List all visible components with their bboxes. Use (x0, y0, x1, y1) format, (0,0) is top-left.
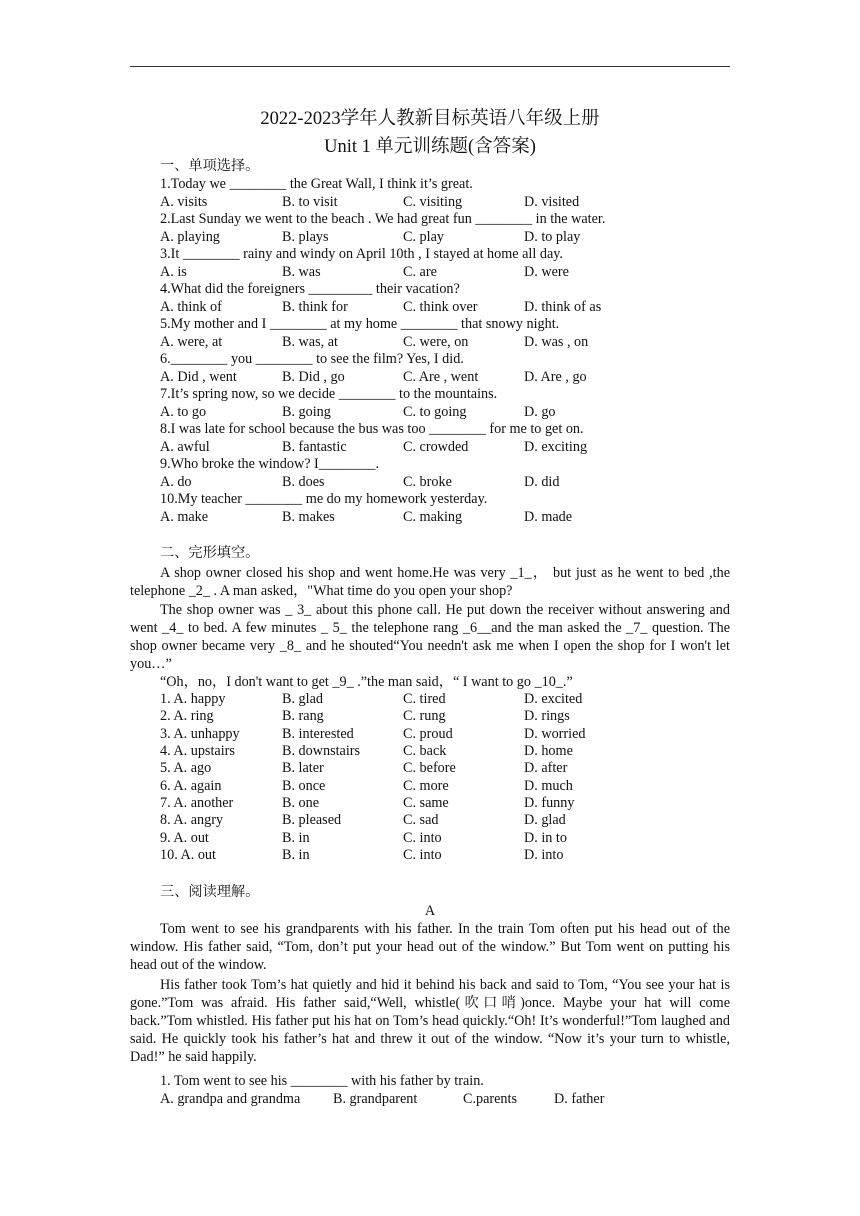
cloze-option: B. interested (282, 725, 354, 742)
question-stem: 5.My mother and I ________ at my home ________ that snowy night. (160, 316, 560, 332)
cloze-option: B. downstairs (282, 743, 361, 760)
question-option: D. to play (524, 228, 581, 245)
cloze-option: C. into (403, 847, 442, 864)
question-option: A. is (160, 263, 187, 280)
reading-question-option: B. grandparent (333, 1091, 418, 1107)
question-option: C. making (403, 508, 463, 525)
cloze-option: C. back (403, 743, 447, 760)
cloze-paragraph: “Oh，no，I don't want to get _9_ .”the man said，“ I want to go _10_.” (160, 674, 573, 690)
cloze-option: C. same (403, 795, 449, 812)
question-option: A. make (160, 508, 209, 525)
question-option: B. going (282, 403, 331, 420)
cloze-option: C. sad (403, 812, 439, 829)
cloze-option: 9. A. out (160, 829, 209, 846)
header-rule (130, 66, 730, 67)
question-option: B. does (282, 473, 325, 490)
cloze-option: D. in to (524, 829, 567, 846)
cloze-option: 2. A. ring (160, 708, 214, 725)
question-option: D. did (524, 473, 560, 490)
question-option: D. was , on (524, 333, 589, 350)
question-stem: 6.________ you ________ to see the film? Yes, I did. (160, 351, 464, 367)
cloze-option: D. glad (524, 812, 566, 829)
reading-question-stem: 1. Tom went to see his ________ with his father by train. (160, 1073, 484, 1089)
question-option: A. visits (160, 193, 208, 210)
cloze-option: D. much (524, 777, 573, 794)
question-stem: 1.Today we ________ the Great Wall, I think it’s great. (160, 176, 473, 192)
section-heading-cloze: 二、完形填空。 (160, 545, 260, 561)
question-option: D. Are , go (524, 368, 587, 385)
question-option: A. awful (160, 438, 210, 455)
question-option: B. fantastic (282, 438, 347, 455)
question-option: C. broke (403, 473, 452, 490)
cloze-option: C. more (403, 777, 449, 794)
cloze-option: 1. A. happy (160, 691, 226, 707)
cloze-option: 3. A. unhappy (160, 725, 240, 742)
question-option: A. playing (160, 228, 220, 245)
question-option: B. makes (282, 508, 335, 525)
section-heading-choice: 一、单项选择。 (160, 158, 260, 174)
cloze-option: 5. A. ago (160, 760, 212, 777)
question-option: D. visited (524, 193, 580, 210)
cloze-option: B. once (282, 777, 326, 794)
cloze-option: D. funny (524, 795, 575, 812)
cloze-option: D. excited (524, 691, 583, 707)
cloze-option: C. tired (403, 691, 446, 707)
cloze-option: D. after (524, 760, 568, 777)
question-option: C. are (403, 263, 437, 280)
cloze-option: 10. A. out (160, 847, 216, 864)
passage-label: A (424, 903, 436, 919)
cloze-option: C. rung (403, 708, 446, 725)
cloze-option: B. rang (282, 708, 324, 725)
question-option: A. were, at (160, 333, 223, 350)
cloze-option: 4. A. upstairs (160, 743, 235, 760)
question-option: B. to visit (282, 193, 338, 210)
question-option: C. play (403, 228, 444, 245)
cloze-option: 6. A. again (160, 777, 222, 794)
question-stem: 2.Last Sunday we went to the beach . We had great fun ________ in the water. (160, 211, 606, 227)
question-option: C. visiting (403, 193, 463, 210)
cloze-option: D. worried (524, 725, 586, 742)
question-stem: 4.What did the foreigners _________ their vacation? (160, 281, 460, 297)
question-option: B. was, at (282, 333, 338, 350)
document-title: 2022-2023学年人教新目标英语八年级上册 (260, 109, 600, 129)
question-option: D. exciting (524, 438, 588, 455)
cloze-option: D. into (524, 847, 564, 864)
cloze-option: B. one (282, 795, 320, 812)
question-option: D. go (524, 403, 556, 420)
question-option: B. was (282, 263, 321, 280)
question-option: C. to going (403, 403, 467, 420)
question-option: A. do (160, 473, 192, 490)
question-option: B. Did , go (282, 368, 345, 385)
question-option: C. think over (403, 298, 478, 315)
reading-question-option: C.parents (463, 1091, 517, 1107)
reading-paragraph: Tom went to see his grandparents with his father. In the train Tom often put his head out of the window. His father said, “Tom, don’t put your head out of the window.” But Tom went on putting his head out of the window. (130, 921, 730, 973)
question-option: C. Are , went (403, 368, 479, 385)
question-stem: 9.Who broke the window? I________. (160, 456, 380, 472)
cloze-option: D. home (524, 743, 573, 760)
cloze-option: 7. A. another (160, 795, 234, 812)
document-subtitle: Unit 1 单元训练题(含答案) (324, 137, 536, 157)
question-stem: 8.I was late for school because the bus was too ________ for me to get on. (160, 421, 584, 437)
cloze-option: C. proud (403, 725, 453, 742)
cloze-option: B. glad (282, 691, 323, 707)
question-option: A. think of (160, 298, 222, 315)
cloze-option: B. later (282, 760, 324, 777)
question-stem: 10.My teacher ________ me do my homework yesterday. (160, 491, 488, 507)
question-option: D. were (524, 263, 569, 280)
question-option: B. plays (282, 228, 329, 245)
question-option: A. Did , went (160, 368, 237, 385)
cloze-option: 8. A. angry (160, 812, 224, 829)
question-option: D. made (524, 508, 573, 525)
question-option: C. crowded (403, 438, 469, 455)
cloze-option: B. in (282, 847, 310, 864)
question-option: A. to go (160, 403, 207, 420)
cloze-option: C. into (403, 829, 442, 846)
cloze-option: B. in (282, 829, 310, 846)
cloze-paragraph: A shop owner closed his shop and went home.He was very _1_， but just as he went to bed ,the telephone _2_ . A man asked，"What time do you open your shop? (130, 565, 730, 599)
reading-paragraph: His father took Tom’s hat quietly and hid it behind his back and said to Tom, “You see your hat is gone.”Tom was afraid. His father said,“Well, whistle(吹口哨)once. Maybe your hat will come back.”Tom whistled. His father put his hat on Tom’s head quickly.“Oh! It’s wonderful!”Tom laughed and said. He quickly took his father’s hat and threw it out of the window. “Now it’s your turn to whistle, Dad!” he said happily. (130, 977, 730, 1065)
question-stem: 3.It ________ rainy and windy on April 10th , I stayed at home all day. (160, 246, 563, 262)
reading-question-option: A. grandpa and grandma (160, 1091, 301, 1107)
cloze-option: C. before (403, 760, 456, 777)
reading-question-option: D. father (554, 1091, 605, 1107)
cloze-option: B. pleased (282, 812, 342, 829)
question-stem: 7.It’s spring now, so we decide ________ to the mountains. (160, 386, 498, 402)
question-option: D. think of as (524, 298, 602, 315)
cloze-paragraph: The shop owner was _ 3_ about this phone call. He put down the receiver without answering and went _4_ to bed. A few minutes _ 5_ the telephone rang _6__and the man asked the _7_ question. The shop owner became very _8_ and he shouted“You needn't ask me when I open the shop for I won't let you…” (130, 602, 730, 672)
question-option: B. think for (282, 298, 348, 315)
cloze-option: D. rings (524, 708, 570, 725)
section-heading-reading: 三、阅读理解。 (160, 884, 260, 900)
question-option: C. were, on (403, 333, 469, 350)
